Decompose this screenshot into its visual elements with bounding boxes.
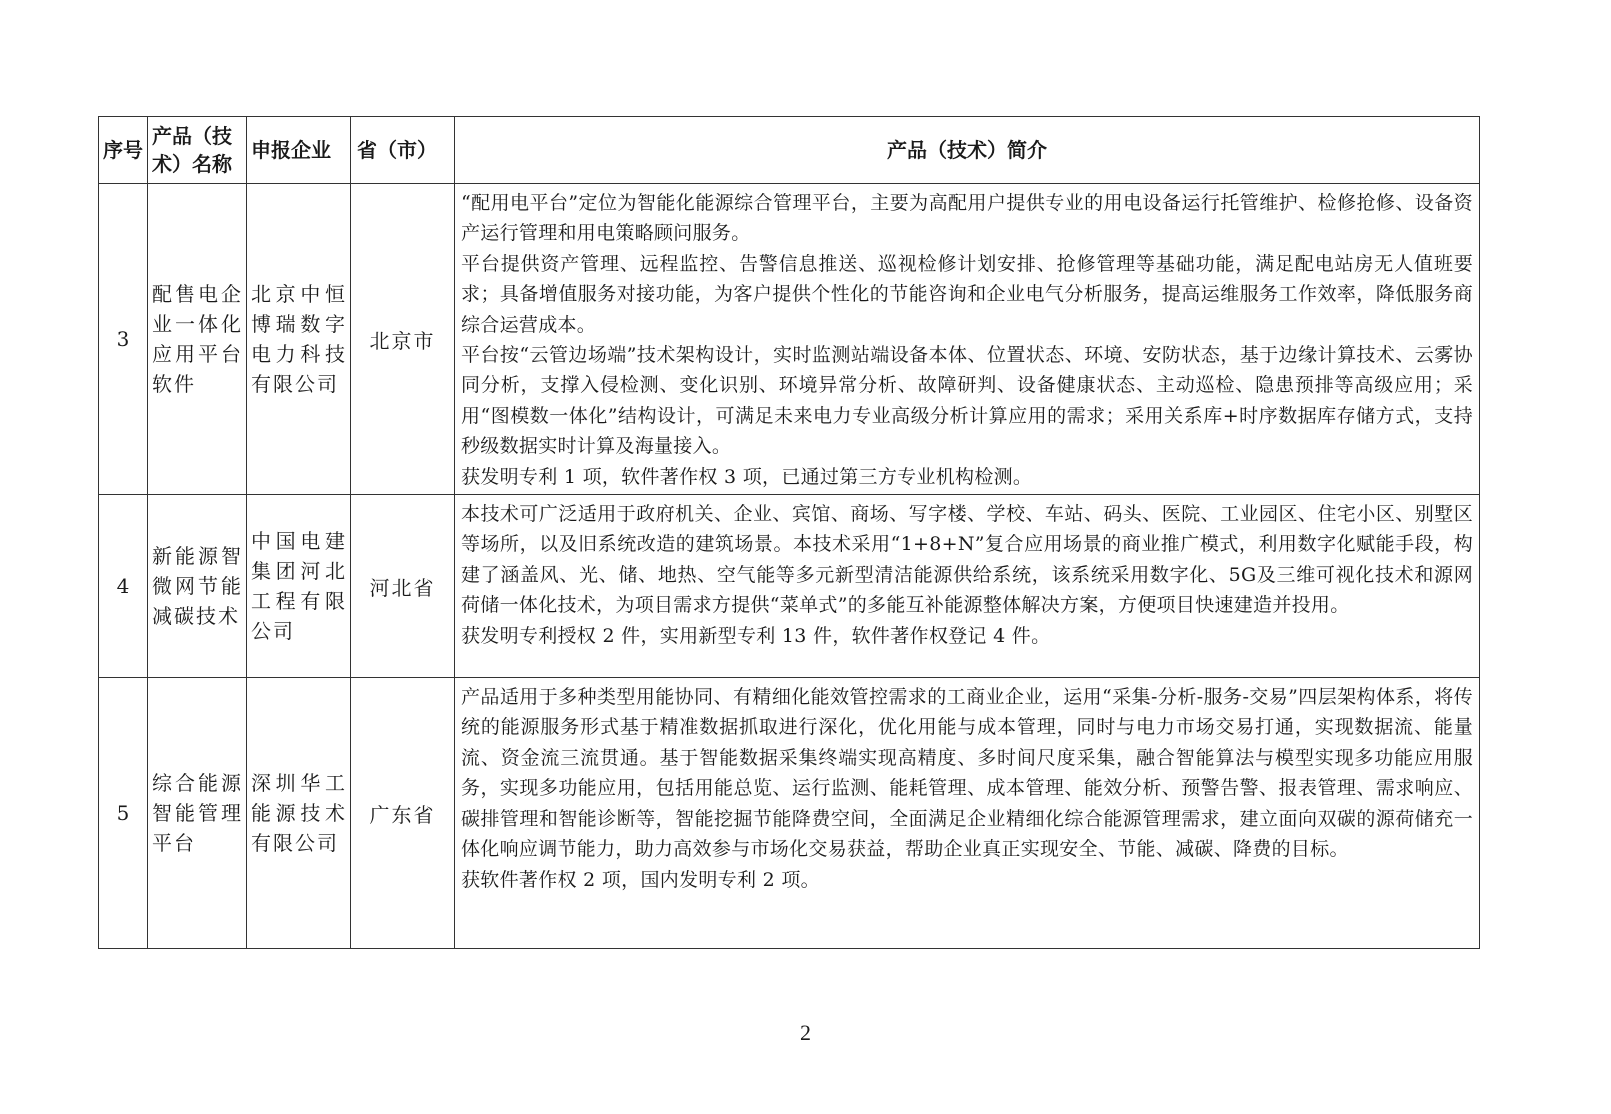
product-table (98, 116, 1480, 949)
row-company: 中国电建集团河北工程有限公司 (247, 495, 351, 678)
header-seq: 序号 (99, 117, 148, 184)
row-province: 广东省 (351, 678, 455, 949)
row-product-name: 配售电企业一体化应用平台软件 (148, 184, 247, 495)
row-description (455, 184, 1480, 495)
description-paragraph: 获发明专利 1 项，软件著作权 3 项，已通过第三方专业机构检测。 (461, 465, 1033, 488)
table-row (99, 678, 1480, 949)
row-description (455, 678, 1480, 949)
description-paragraph: 本技术可广泛适用于政府机关、企业、宾馆、商场、写字楼、学校、车站、码头、医院、工业园区、住宅小区、别墅区等场所，以及旧系统改造的建筑场景。本技术采用“1+8+N”复合应用场景的商业推广模式，利用数字化赋能手段，构建了涵盖风、光、储、地热、空气能等多元新型清洁能源供给系统，该系统采用数字化、5G及三维可视化技术和源网荷储一体化技术，为项目需求方提供“菜单式”的多能互补能源整体解决方案，方便项目快速建造并投用。 (461, 503, 1473, 617)
description-paragraph: 产品适用于多种类型用能协同、有精细化能效管控需求的工商业企业，运用“采集-分析-服务-交易”四层架构体系，将传统的能源服务形式基于精准数据抓取进行深化，优化用能与成本管理，同时与电力市场交易打通，实现数据流、能量流、资金流三流贯通。基于智能数据采集终端实现高精度、多时间尺度采集，融合智能算法与模型实现多功能应用服务，实现多功能应用，包括用能总览、运行监测、能耗管理、成本管理、能效分析、预警告警、报表管理、需求响应、碳排管理和智能诊断等，智能挖掘节能降费空间，全面满足企业精细化综合能源管理需求，建立面向双碳的源荷储充一体化响应调节能力，助力高效参与市场化交易获益，帮助企业真正实现安全、节能、减碳、降费的目标。 (461, 686, 1473, 861)
page-number: 2 (800, 1020, 811, 1045)
header-province: 省（市） (351, 117, 455, 184)
description-paragraph: 平台提供资产管理、远程监控、告警信息推送、巡视检修计划安排、抢修管理等基础功能，满足配电站房无人值班要求；具备增值服务对接功能，为客户提供个性化的节能咨询和企业电气分析服务，提高运维服务工作效率，降低服务商综合运营成本。 (461, 252, 1473, 336)
row-province: 北京市 (351, 184, 455, 495)
row-seq: 3 (99, 184, 148, 495)
row-seq: 5 (99, 678, 148, 949)
row-province: 河北省 (351, 495, 455, 678)
description-paragraph: 获发明专利授权 2 件，实用新型专利 13 件，软件著作权登记 4 件。 (461, 624, 1051, 647)
description-paragraph: 平台按“云管边场端”技术架构设计，实时监测站端设备本体、位置状态、环境、安防状态，基于边缘计算技术、云雾协同分析，支撑入侵检测、变化识别、环境异常分析、故障研判、设备健康状态、主动巡检、隐患预排等高级应用；采用“图模数一体化”结构设计，可满足未来电力专业高级分析计算应用的需求；采用关系库+时序数据库存储方式，支持秒级数据实时计算及海量接入。 (461, 344, 1473, 458)
row-seq: 4 (99, 495, 148, 678)
row-product-name: 综合能源智能管理平台 (148, 678, 247, 949)
header-product-name: 产品（技术）名称 (148, 117, 247, 184)
row-product-name: 新能源智微网节能减碳技术 (148, 495, 247, 678)
table-row (99, 495, 1480, 678)
row-description (455, 495, 1480, 678)
description-paragraph: “配用电平台”定位为智能化能源综合管理平台，主要为高配用户提供专业的用电设备运行托管维护、检修抢修、设备资产运行管理和用电策略顾问服务。 (461, 192, 1473, 245)
header-description: 产品（技术）简介 (455, 117, 1480, 184)
row-company: 深圳华工能源技术有限公司 (247, 678, 351, 949)
row-company: 北京中恒博瑞数字电力科技有限公司 (247, 184, 351, 495)
header-company: 申报企业 (247, 117, 351, 184)
description-paragraph: 获软件著作权 2 项，国内发明专利 2 项。 (461, 868, 820, 891)
table-row (99, 184, 1480, 495)
table-header-row (99, 117, 1480, 184)
